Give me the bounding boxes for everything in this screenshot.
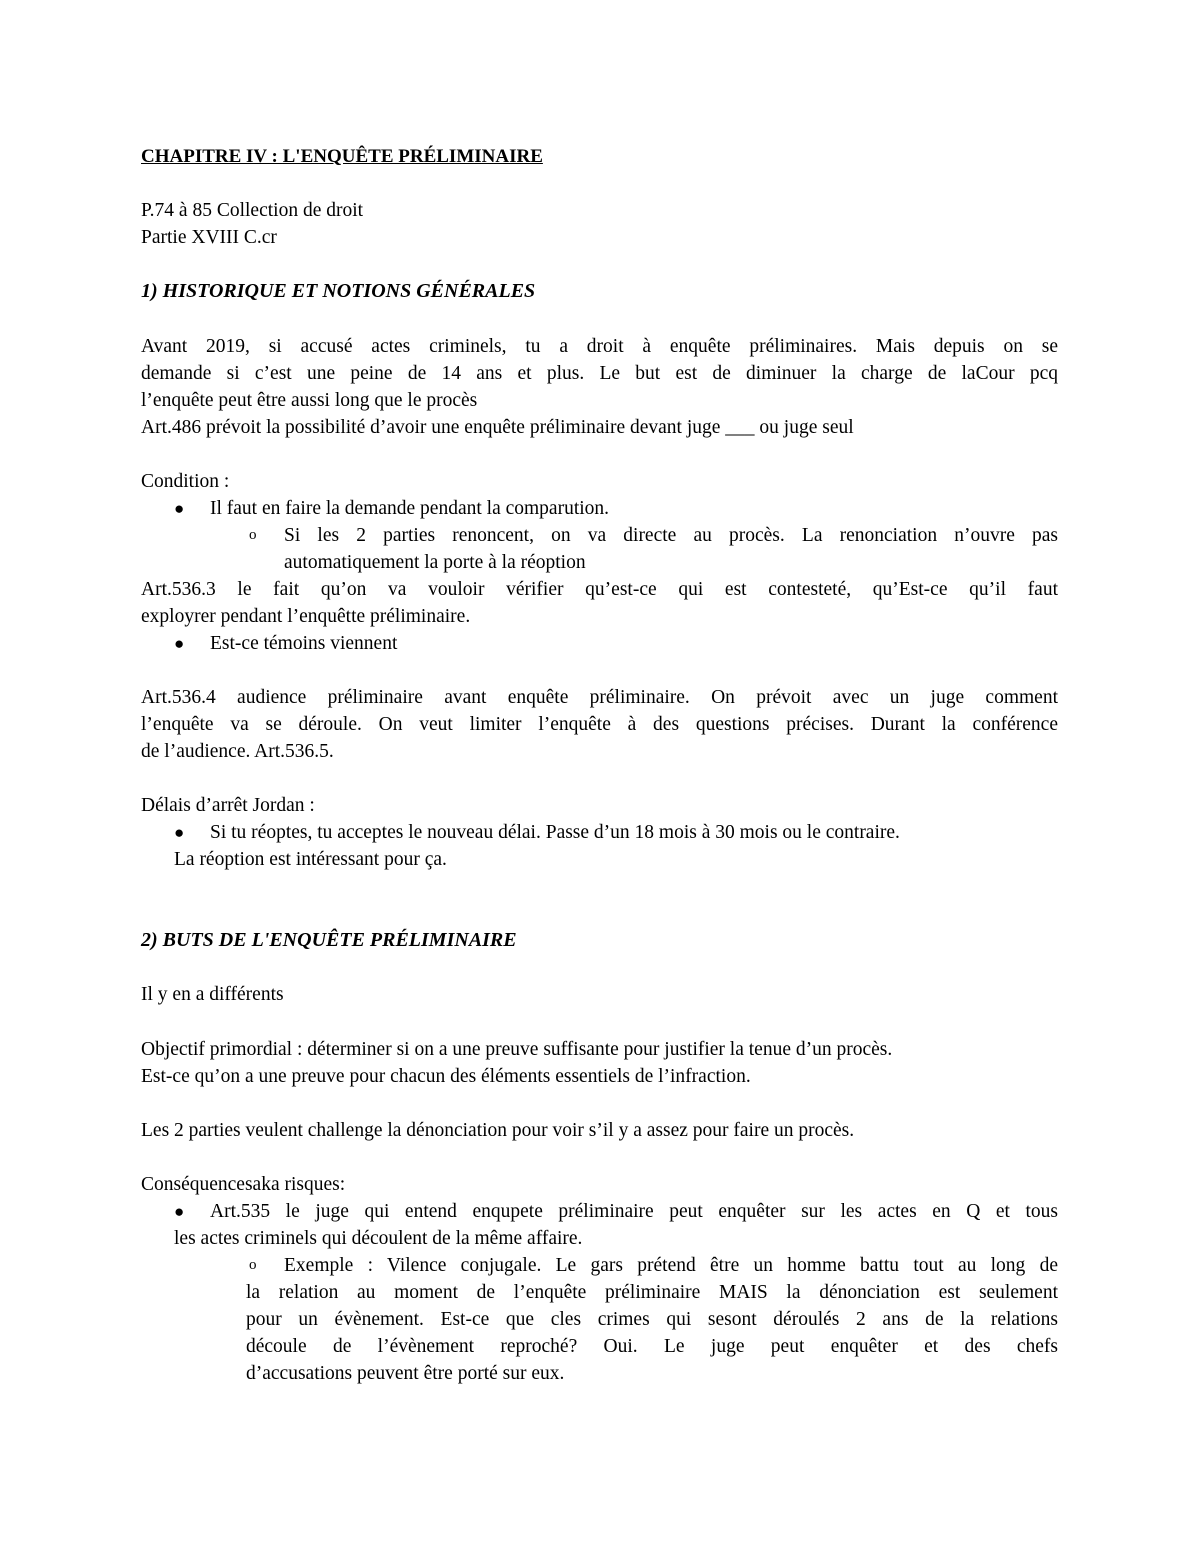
bullet-icon: ● <box>174 499 185 518</box>
circle-bullet-icon: o <box>249 527 257 543</box>
sub-bullet-text: pour un évènement. Est-ce que cles crimes qui sesont déroulés 2 ans de la relations <box>246 1309 1058 1330</box>
sub-bullet-text: découle de l’évènement reproché? Oui. Le juge peut enquêter et des chefs <box>246 1336 1058 1357</box>
paragraph-line: l’enquête peut être aussi long que le procès <box>141 390 478 411</box>
bullet-icon: ● <box>174 1202 185 1221</box>
label-line: Conséquencesaka risques: <box>141 1174 346 1195</box>
paragraph-line: Il y en a différents <box>141 984 284 1005</box>
paragraph-line: demande si c’est une peine de 14 ans et plus. Le but est de diminuer la charge de laCour pcq <box>141 363 1058 384</box>
bullet-icon: ● <box>174 634 185 653</box>
paragraph-line: Les 2 parties veulent challenge la dénonciation pour voir s’il y a assez pour faire un procès. <box>141 1120 855 1141</box>
paragraph-line: exployrer pendant l’enquêtte préliminaire. <box>141 606 471 627</box>
chapter-title: CHAPITRE IV : L'ENQUÊTE PRÉLIMINAIRE <box>141 146 543 167</box>
paragraph-line: Art.536.3 le fait qu’on va vouloir vérifier qu’est-ce qui est contesteté, qu’Est-ce qu’il faut <box>141 579 1058 600</box>
paragraph-line: l’enquête va se déroule. On veut limiter l’enquête à des questions précises. Durant la conférence <box>141 714 1058 735</box>
sub-bullet-text: automatiquement la porte à la réoption <box>284 552 586 573</box>
bullet-text: Art.535 le juge qui entend enqupete préliminaire peut enquêter sur les actes en Q et tous <box>210 1201 1058 1222</box>
label-line: Délais d’arrêt Jordan : <box>141 795 315 816</box>
sub-bullet-text: Si les 2 parties renoncent, on va directe au procès. La renonciation n’ouvre pas <box>284 525 1058 546</box>
sub-bullet-text: d’accusations peuvent être porté sur eux. <box>246 1363 565 1384</box>
sub-bullet-text: Exemple : Vilence conjugale. Le gars prétend être un homme battu tout au long de <box>284 1255 1058 1276</box>
paragraph-line: Objectif primordial : déterminer si on a une preuve suffisante pour justifier la tenue d’un procès. <box>141 1039 893 1060</box>
sub-bullet-text: la relation au moment de l’enquête préliminaire MAIS la dénonciation est seulement <box>246 1282 1058 1303</box>
paragraph-line: Est-ce qu’on a une preuve pour chacun des éléments essentiels de l’infraction. <box>141 1066 751 1087</box>
circle-bullet-icon: o <box>249 1257 257 1273</box>
reference-line: Partie XVIII C.cr <box>141 227 277 248</box>
section-heading: 2) BUTS DE L'ENQUÊTE PRÉLIMINAIRE <box>141 929 517 951</box>
bullet-icon: ● <box>174 823 185 842</box>
section-heading: 1) HISTORIQUE ET NOTIONS GÉNÉRALES <box>141 280 536 302</box>
paragraph-line: Avant 2019, si accusé actes criminels, tu a droit à enquête préliminaires. Mais depuis on se <box>141 336 1058 357</box>
label-line: Condition : <box>141 471 230 492</box>
bullet-text: Est-ce témoins viennent <box>210 633 398 654</box>
reference-line: P.74 à 85 Collection de droit <box>141 200 364 221</box>
paragraph-line: Art.486 prévoit la possibilité d’avoir une enquête préliminaire devant juge ___ ou juge seul <box>141 417 854 438</box>
bullet-text: Il faut en faire la demande pendant la comparution. <box>210 498 610 519</box>
paragraph-line: de l’audience. Art.536.5. <box>141 741 334 762</box>
paragraph-line: Art.536.4 audience préliminaire avant enquête préliminaire. On prévoit avec un juge comment <box>141 687 1058 708</box>
bullet-text: La réoption est intéressant pour ça. <box>174 849 447 870</box>
bullet-text: Si tu réoptes, tu acceptes le nouveau délai. Passe d’un 18 mois à 30 mois ou le contraire. <box>210 822 900 843</box>
bullet-text: les actes criminels qui découlent de la même affaire. <box>174 1228 583 1249</box>
